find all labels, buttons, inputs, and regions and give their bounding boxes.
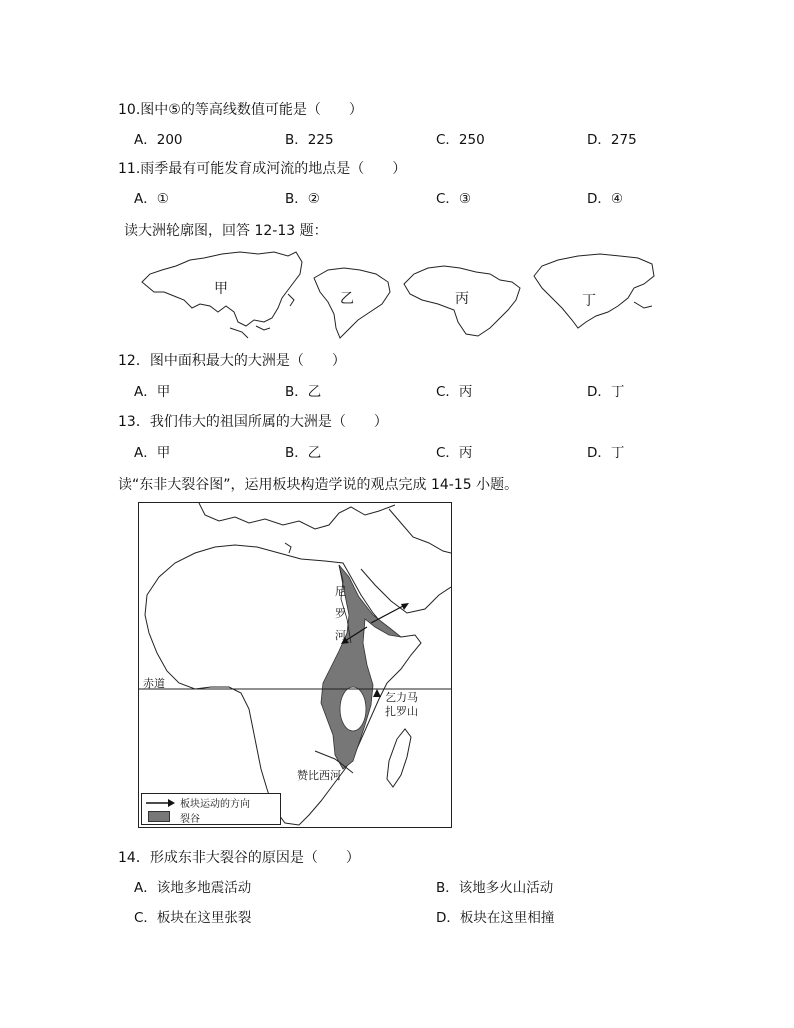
question-11-stem: 11.雨季最有可能发育成河流的地点是（ ） [118, 161, 407, 177]
rift-map-frame [138, 502, 452, 828]
question-14-option-c: C．板块在这里张裂 [134, 910, 252, 926]
question-12-option-c: C．丙 [436, 384, 473, 400]
question-12-option-b: B．乙 [285, 384, 322, 400]
africa-map-outline [145, 545, 421, 825]
question-11-option-a: A．① [134, 191, 169, 207]
question-14-stem: 14．形成东非大裂谷的原因是（ ） [118, 850, 360, 866]
legend-rift-label: 裂谷 [180, 814, 200, 825]
legend-rift-swatch [148, 811, 170, 822]
nile-label-1: 尼 [335, 585, 346, 598]
question-13-option-d: D．丁 [587, 445, 625, 461]
question-10-option-a: A．200 [134, 132, 183, 148]
question-13-stem: 13．我们伟大的祖国所属的大洲是（ ） [118, 414, 388, 430]
legend-arrow-label: 板块运动的方向 [180, 799, 250, 810]
zambezi-label: 赞比西河 [297, 769, 341, 782]
question-10-option-c: C．250 [436, 132, 485, 148]
continent-label-bing: 丙 [455, 291, 469, 307]
legend-arrow-icon [146, 798, 176, 808]
nile-label-2: 罗 [335, 607, 346, 620]
question-11-option-b: B．② [285, 191, 320, 207]
question-13-option-b: B．乙 [285, 445, 322, 461]
map-legend [141, 793, 281, 825]
continent-label-yi: 乙 [340, 291, 354, 307]
question-10-option-b: B．225 [285, 132, 334, 148]
question-12-option-d: D．丁 [587, 384, 625, 400]
kilimanjaro-label-2: 扎罗山 [385, 705, 418, 718]
question-14-option-a: A．该地多地震活动 [134, 880, 252, 896]
continent-label-jia: 甲 [214, 281, 228, 297]
question-12-stem: 12．图中面积最大的大洲是（ ） [118, 353, 346, 369]
question-14-option-d: D．板块在这里相撞 [436, 910, 555, 926]
kilimanjaro-triangle-icon [373, 689, 381, 697]
intro-12-13: 读大洲轮廓图，回答 12-13 题： [124, 223, 328, 239]
kilimanjaro-label-1: 乞力马 [385, 691, 418, 704]
question-13-option-c: C．丙 [436, 445, 473, 461]
equator-label: 赤道 [143, 677, 165, 690]
nile-label-3: 河 [335, 629, 346, 642]
rift-map-drawing [139, 503, 451, 827]
question-12-option-a: A．甲 [134, 384, 171, 400]
question-10-option-d: D．275 [587, 132, 637, 148]
continent-label-ding: 丁 [582, 293, 596, 309]
question-14-option-b: B．该地多火山活动 [436, 880, 554, 896]
madagascar-outline [387, 729, 411, 787]
intro-14-15: 读“东非大裂谷图”，运用板块构造学说的观点完成 14-15 小题。 [118, 477, 519, 493]
question-13-option-a: A．甲 [134, 445, 171, 461]
question-11-option-d: D．④ [587, 191, 623, 207]
question-11-option-c: C．③ [436, 191, 472, 207]
question-10-stem: 10.图中⑤的等高线数值可能是（ ） [118, 102, 363, 118]
